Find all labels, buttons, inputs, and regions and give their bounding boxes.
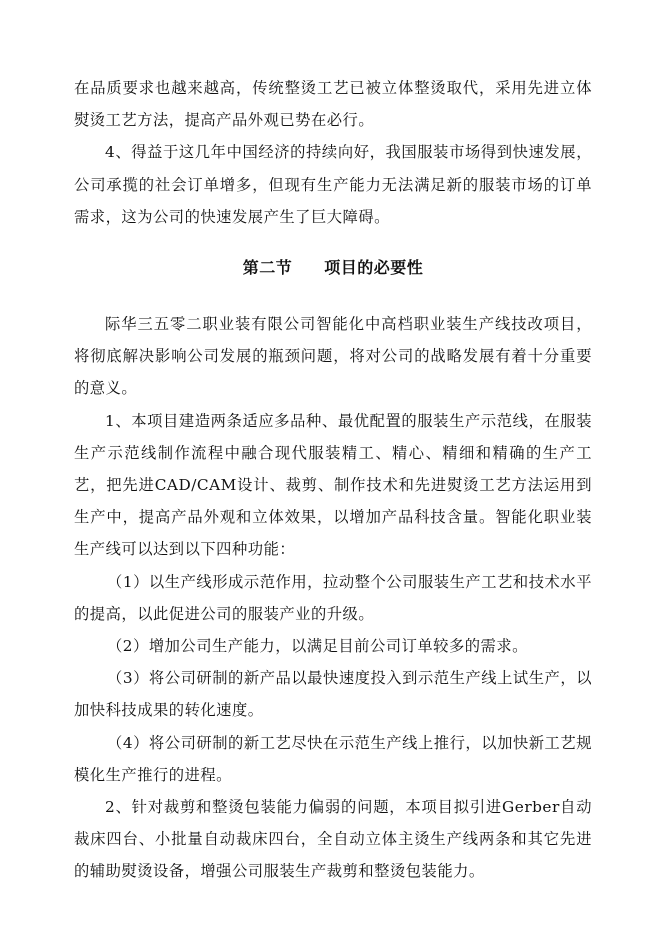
function-2-paragraph: （2）增加公司生产能力，以满足目前公司订单较多的需求。 xyxy=(107,637,528,656)
item-2-paragraph: 2、针对裁剪和整烫包装能力偏弱的问题，本项目拟引进Gerber自动裁床四台、小批量自动裁床四台，全自动立体主烫生产线两条和其它先进的辅助熨烫设备，增强公司服装生产裁剪和整烫包装能力。 xyxy=(74,798,592,881)
section-heading xyxy=(74,251,592,285)
section-intro-paragraph: 际华三五零二职业装有限公司智能化中高档职业装生产线技改项目，将彻底解决影响公司发展的瓶颈问题，将对公司的战略发展有着十分重要的意义。 xyxy=(74,315,592,398)
function-3-paragraph: （3）将公司研制的新产品以最快速度投入到示范生产线上试生产，以加快科技成果的转化速度。 xyxy=(74,669,592,720)
function-4-paragraph: （4）将公司研制的新工艺尽快在示范生产线上推行，以加快新工艺规模化生产推行的进程。 xyxy=(74,733,592,784)
document-page xyxy=(74,72,592,888)
item-1-paragraph: 1、本项目建造两条适应多品种、最优配置的服装生产示范线，在服装生产示范线制作流程中融合现代服装精工、精心、精细和精确的生产工艺，把先进CAD/CAM设计、裁剪、制作技术和先进熨烫工艺方法运用到生产中，提高产品外观和立体效果，以增加产品科技含量。智能化职业装生产线可以达到以下四种功能： xyxy=(74,411,592,559)
intro-continuation-paragraph: 在品质要求也越来越高，传统整烫工艺已被立体整烫取代，采用先进立体熨烫工艺方法，提高产品外观已势在必行。 xyxy=(74,79,592,130)
section-number: 第二节 xyxy=(242,258,293,278)
function-1-paragraph: （1）以生产线形成示范作用，拉动整个公司服装生产工艺和技术水平的提高，以此促进公司的服装产业的升级。 xyxy=(74,572,592,623)
section-title: 项目的必要性 xyxy=(324,258,424,278)
point-4-paragraph: 4、得益于这几年中国经济的持续向好，我国服装市场得到快速发展，公司承揽的社会订单增多，但现有生产能力无法满足新的服装市场的订单需求，这为公司的快速发展产生了巨大障碍。 xyxy=(74,143,592,226)
